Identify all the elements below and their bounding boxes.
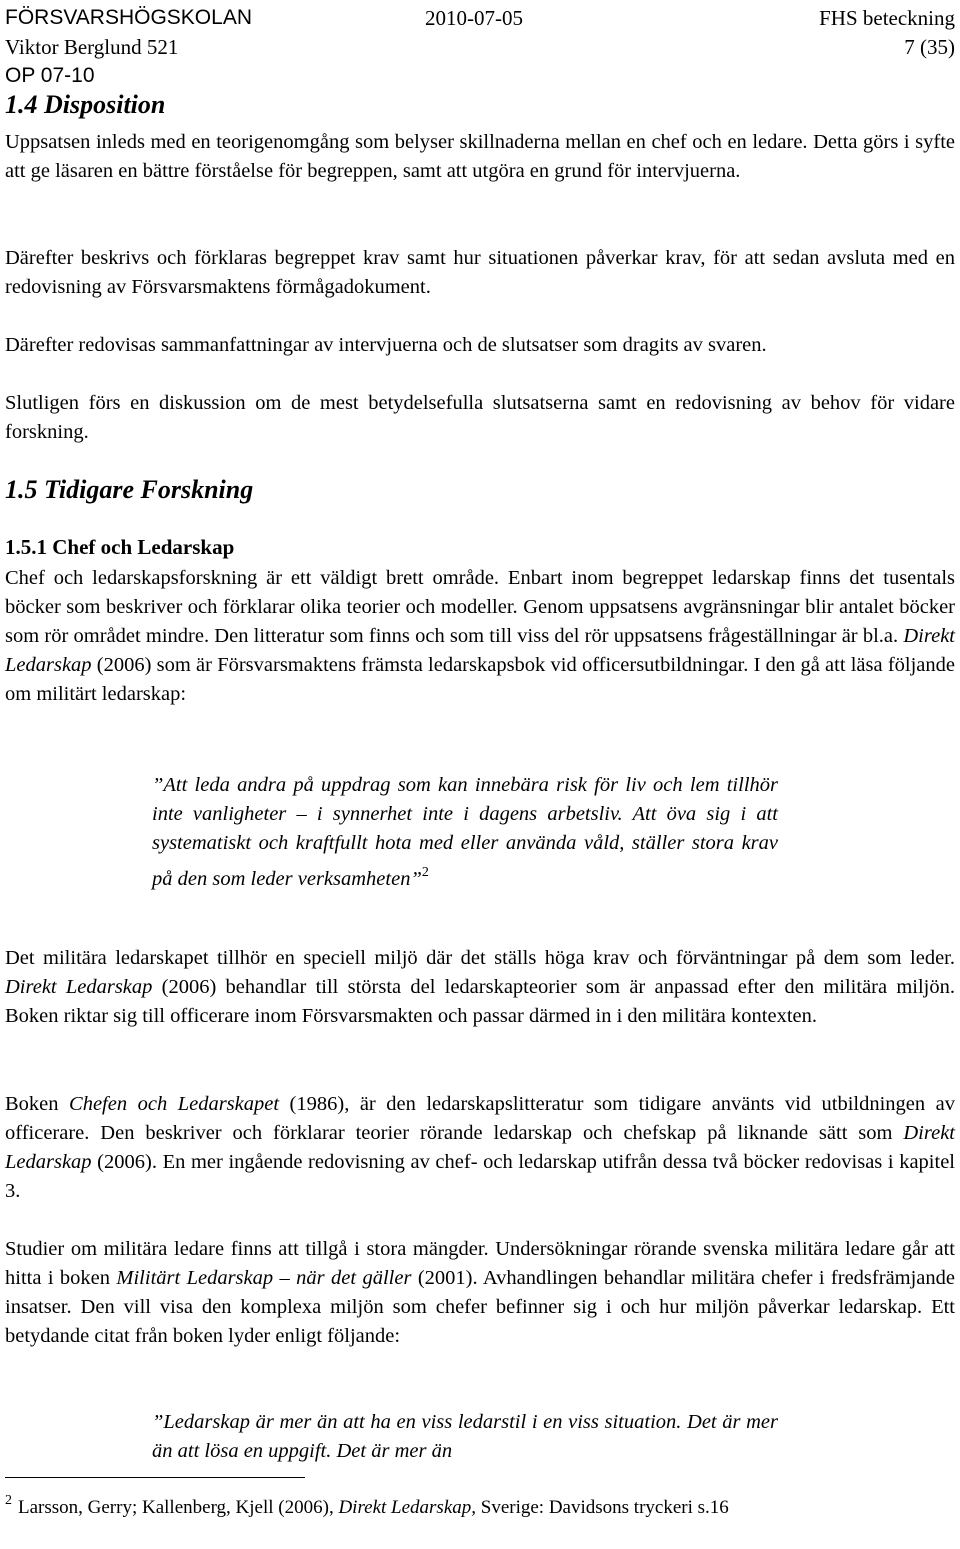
header-page-number: 7 (35) (904, 35, 955, 59)
paragraph-military-studies (5, 1235, 955, 1351)
paragraph-text: (2006) som är Försvarsmaktens främsta ledarskapsbok vid officersutbildningar. I den gå att läsa följande om militärt ledarskap: (5, 654, 955, 705)
footnote-separator (5, 1477, 305, 1478)
footnote-reference: 2 (421, 865, 429, 880)
paragraph-text: (2006). En mer ingående redovisning av chef- och ledarskap utifrån dessa två böcker redovisas i kapitel 3. (5, 1151, 955, 1202)
header-course: OP 07-10 (5, 64, 95, 87)
paragraph-text: (2006) behandlar till största del ledarskapteorier som är anpassad efter den militära miljön. Boken riktar sig till officerare inom Försvarsmakten och passar därmed in i den militära kontexten. (5, 976, 955, 1027)
paragraph-text: Studier om militära ledare finns att tillgå i stora mängder. Undersökningar rörande svenska militära ledare går att hitta i boken (5, 1238, 955, 1289)
block-quote-militart-ledarskap: ”Ledarskap är mer än att ha en viss ledarstil i en viss situation. Det är mer än att lösa en uppgift. Det är mer än (152, 1411, 778, 1462)
paragraph-military-leadership (5, 944, 955, 1031)
paragraph-chefen-och-ledarskapet (5, 1090, 955, 1206)
paragraph-text: (1986), är den ledarskapslitteratur som tidigare använts vid utbildningen av officerare. Den beskriver och förklarar teorier rörande ledarskap och chefskap på liknande sätt som (5, 1093, 955, 1144)
paragraph-text: Det militära ledarskapet tillhör en speciell miljö där det ställs höga krav och förväntningar på dem som leder. (5, 947, 955, 969)
paragraph-text: Boken (5, 1093, 70, 1115)
paragraph-disposition-interviews: Därefter redovisas sammanfattningar av intervjuerna och de slutsatser som dragits av svaren. (5, 334, 767, 356)
section-heading-previous-research: 1.5 Tidigare Forskning (5, 475, 254, 504)
section-heading-disposition: 1.4 Disposition (5, 90, 166, 119)
header-institution: FÖRSVARSHÖGSKOLAN (5, 6, 252, 29)
paragraph-text: Chef och ledarskapsforskning är ett väldigt brett område. Enbart inom begreppet ledarskap finns det tusentals böcker som beskriver och förklarar olika teorier och modeller. Genom uppsatsens avgränsningar blir antalet böcker som rör området mindre. Den litteratur som finns och som till viss del rör uppsatsens frågeställningar är bl.a. (5, 567, 955, 647)
book-title: Militärt Ledarskap – när det gäller (116, 1267, 412, 1289)
footnote-text: Sverige: Davidsons tryckeri s.16 (476, 1497, 729, 1518)
quote-text: ”Att leda andra på uppdrag som kan innebära risk för liv och lem tillhör inte vanligheter – i synnerhet inte i dagens arbetsliv. Att öva sig i att systematiskt och kraftfullt hota med eller använda våld, ställer stora krav på den som leder verksamheten” (152, 774, 778, 890)
page-header-row-1 (5, 4, 955, 32)
footnote-text: Larsson, Gerry; Kallenberg, Kjell (2006), (18, 1497, 339, 1518)
page-header-row-3 (5, 62, 955, 90)
footnote-number: 2 (5, 1493, 12, 1508)
book-title: Direkt Ledarskap (5, 1122, 955, 1173)
header-author: Viktor Berglund 521 (5, 35, 179, 59)
page-header-row-2 (5, 33, 955, 61)
footnote-book-title: Direkt Ledarskap, (338, 1497, 477, 1518)
book-title: Direkt Ledarskap (5, 976, 153, 998)
paragraph-text: (2001). Avhandlingen behandlar militära chefer i fredsfrämjande insatser. Den vill visa den komplexa miljön som chefer befinner sig i och hur miljön påverkar ledarskap. Ett betydande citat från boken lyder enligt följande: (5, 1267, 956, 1347)
paragraph-disposition-intro: Uppsatsen inleds med en teorigenomgång som belyser skillnaderna mellan en chef och en ledare. Detta görs i syfte att ge läsaren en bättre förståelse för begreppen, samt att utgöra en grund för intervjuerna. (5, 131, 955, 182)
book-title: Chefen och Ledarskapet (69, 1093, 280, 1115)
subsection-heading-chef-ledarskap: 1.5.1 Chef och Ledarskap (5, 535, 235, 559)
footnote (5, 1486, 955, 1523)
paragraph-disposition-discussion: Slutligen förs en diskussion om de mest betydelsefulla slutsatserna samt en redovisning av behov för vidare forskning. (5, 392, 955, 443)
header-date: 2010-07-05 (425, 6, 523, 30)
paragraph-disposition-krav: Därefter beskrivs och förklaras begreppet krav samt hur situationen påverkar krav, för att sedan avsluta med en redovisning av Försvarsmaktens förmågadokument. (5, 247, 955, 298)
block-quote-direkt-ledarskap (152, 771, 778, 894)
header-designation: FHS beteckning (819, 6, 955, 30)
book-title: Direkt Ledarskap (5, 625, 955, 676)
paragraph-leadership-research (5, 564, 955, 709)
